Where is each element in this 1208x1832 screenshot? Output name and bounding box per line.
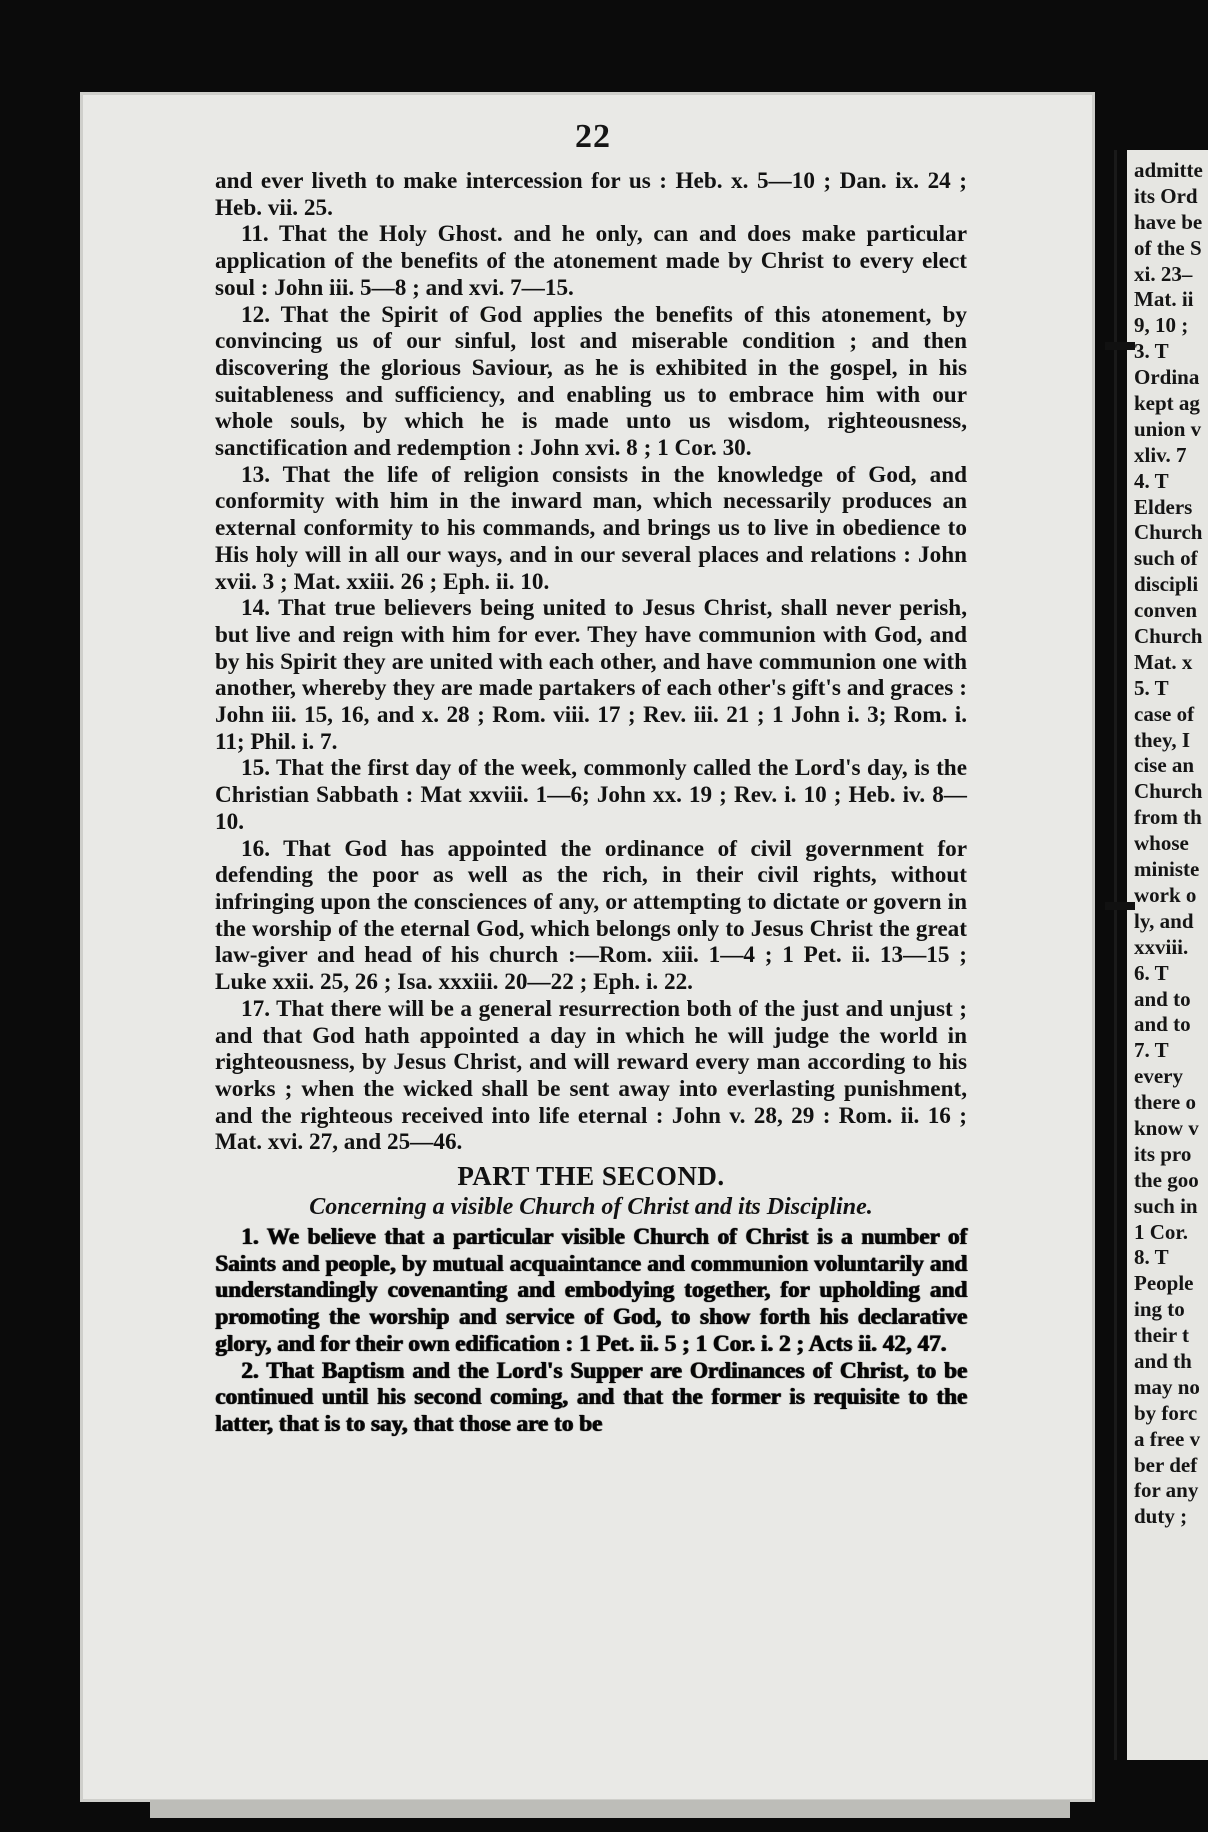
page-tab-mark bbox=[1105, 902, 1135, 910]
facing-page-line: discipli bbox=[1134, 572, 1199, 597]
facing-page-line: every bbox=[1134, 1064, 1183, 1089]
facing-page-line: there o bbox=[1134, 1090, 1197, 1115]
facing-page-line: 3. T bbox=[1134, 339, 1169, 364]
facing-page-line: 4. T bbox=[1134, 468, 1169, 493]
facing-page-line: ministe bbox=[1134, 857, 1200, 882]
section-paragraph-2: 2. That Baptism and the Lord's Supper are Ordinances of Christ, to be continued until his second coming, and that the former is requisite to the latter, that is to say, that those are to be bbox=[215, 1357, 967, 1437]
facing-page-line: a free v bbox=[1134, 1426, 1201, 1451]
facing-page-line: admitte bbox=[1134, 158, 1203, 182]
paragraph-14: 14. That true believers being united to Jesus Christ, shall never perish, but live and reign with him for ever. They have communion with God, and by his Spirit they are united with each other, and have communion one with another, whereby they are made partakers of each other's gift's and graces : John iii. 15, 16, and x. 28 ; Rom. viii. 17 ; Rev. iii. 21 ; 1 John i. 3; Rom. i. 11; Phil. i. 7. bbox=[215, 595, 967, 755]
paragraph-17: 17. That there will be a general resurrection both of the just and unjust ; and that God hath appointed a day in which he will judge the world in righteousness, by Jesus Christ, and will reward every man according to his works ; when the wicked shall be sent away into everlasting punishment, and the righteous received into life eternal : John v. 28, 29 : Rom. ii. 16 ; Mat. xvi. 27, and 25—46. bbox=[215, 995, 967, 1156]
facing-page-line: People bbox=[1134, 1271, 1194, 1296]
facing-page-line: whose bbox=[1134, 831, 1189, 856]
facing-page-line: such in bbox=[1134, 1193, 1198, 1218]
page-gutter-line bbox=[1114, 150, 1117, 1760]
section-subtitle: Concerning a visible Church of Christ and its Discipline. bbox=[309, 1194, 873, 1221]
facing-page-line: know v bbox=[1134, 1115, 1199, 1140]
facing-page-line: ing to bbox=[1134, 1297, 1185, 1322]
facing-page-line: Mat. ii bbox=[1134, 287, 1194, 312]
page-edge-shadow bbox=[150, 1800, 1070, 1818]
facing-page-line: conven bbox=[1134, 598, 1197, 623]
facing-page-line: work o bbox=[1134, 882, 1197, 907]
facing-page-line: may no bbox=[1134, 1374, 1200, 1399]
facing-page-line: Elders bbox=[1134, 494, 1193, 519]
facing-page-line: xliv. 7 bbox=[1134, 442, 1187, 467]
facing-page-line: Ordina bbox=[1134, 365, 1200, 390]
paragraph-continuation: and ever liveth to make intercession for us : Heb. x. 5—10 ; Dan. ix. 24 ; Heb. vii. 25. bbox=[215, 168, 967, 221]
facing-page-line: Church bbox=[1134, 624, 1203, 649]
facing-page-line: union v bbox=[1134, 416, 1202, 441]
facing-page-line: its pro bbox=[1134, 1141, 1192, 1166]
facing-page-line: from th bbox=[1134, 805, 1202, 830]
facing-page-line: xxviii. bbox=[1134, 934, 1189, 959]
page-number: 22 bbox=[575, 118, 611, 155]
facing-page-line: its Ord bbox=[1134, 183, 1198, 208]
facing-page-line: ly, and bbox=[1134, 908, 1194, 933]
facing-page-line: the goo bbox=[1134, 1167, 1199, 1192]
facing-page-line: Church bbox=[1134, 779, 1203, 804]
facing-page-line: and to bbox=[1134, 986, 1191, 1011]
main-text-column bbox=[215, 168, 967, 1438]
facing-page-line: 9, 10 ; bbox=[1134, 313, 1189, 338]
facing-page-line: by forc bbox=[1134, 1400, 1198, 1425]
facing-page-line: Mat. x bbox=[1134, 649, 1193, 674]
facing-page-line: case of bbox=[1134, 701, 1195, 726]
facing-page-line: for any bbox=[1134, 1478, 1199, 1503]
facing-page-line: 7. T bbox=[1134, 1038, 1169, 1063]
facing-page-line: and th bbox=[1134, 1348, 1192, 1373]
facing-page-line: kept ag bbox=[1134, 391, 1200, 416]
facing-page-line: xi. 23– bbox=[1134, 261, 1193, 286]
facing-page-line: 5. T bbox=[1134, 675, 1169, 700]
facing-page-line: 8. T bbox=[1134, 1245, 1169, 1270]
section-title: PART THE SECOND. bbox=[457, 1161, 725, 1192]
paragraph-16: 16. That God has appointed the ordinance of civil government for defending the poor as well as the rich, in their civil rights, without infringing upon the consciences of any, or attempting to dictate or govern in the worship of the eternal God, which belongs only to Jesus Christ the great law-giver and head of his church :—Rom. xiii. 1—4 ; 1 Pet. ii. 13—15 ; Luke xxii. 25, 26 ; Isa. xxxiii. 20—22 ; Eph. i. 22. bbox=[215, 835, 967, 996]
facing-page-line: their t bbox=[1134, 1323, 1190, 1348]
facing-page-line: ber def bbox=[1134, 1452, 1198, 1477]
facing-page-line: they, I bbox=[1134, 727, 1191, 752]
facing-page-line: of the S bbox=[1134, 235, 1202, 260]
facing-page-text bbox=[1134, 158, 1208, 1530]
paragraph-11: 11. That the Holy Ghost. and he only, can and does make particular application of the benefits of the atonement made by Christ to every elect soul : John iii. 5—8 ; and xvi. 7—15. bbox=[215, 221, 967, 301]
facing-page-line: such of bbox=[1134, 546, 1198, 571]
paragraph-15: 15. That the first day of the week, commonly called the Lord's day, is the Christian Sabbath : Mat xxviii. 1—6; John xx. 19 ; Rev. i. 10 ; Heb. iv. 8—10. bbox=[215, 755, 967, 835]
paragraph-13: 13. That the life of religion consists in the knowledge of God, and conformity with him in the inward man, which necessarily produces an external conformity to his commands, and brings us to live in obedience to His holy will in all our ways, and in our several places and relations : John xvii. 3 ; Mat. xxiii. 26 ; Eph. ii. 10. bbox=[215, 461, 967, 595]
section-paragraph-1: 1. We believe that a particular visible Church of Christ is a number of Saints and people, by mutual acquaintance and communion voluntarily and understandingly covenanting and embodying together, for upholding and promoting the worship and service of God, to show forth his declarative glory, and for their own edification : 1 Pet. ii. 5 ; 1 Cor. i. 2 ; Acts ii. 42, 47. bbox=[215, 1224, 967, 1357]
paragraph-12: 12. That the Spirit of God applies the benefits of this atonement, by convincing us of our sinful, lost and miserable condition ; and then discovering the glorious Saviour, as he is exhibited in the gospel, in his suitableness and sufficiency, and enabling us to embrace him with our whole souls, by which he is made unto us wisdom, righteousness, sanctification and redemption : John xvi. 8 ; 1 Cor. 30. bbox=[215, 301, 967, 462]
page-tab-mark bbox=[1105, 342, 1135, 350]
facing-page-line: Church bbox=[1134, 520, 1203, 545]
facing-page-line: have be bbox=[1134, 209, 1203, 234]
facing-page-line: cise an bbox=[1134, 753, 1195, 778]
facing-page-line: 6. T bbox=[1134, 960, 1169, 985]
facing-page-line: 1 Cor. bbox=[1134, 1219, 1189, 1244]
facing-page-line: and to bbox=[1134, 1012, 1191, 1037]
facing-page-line: duty ; bbox=[1134, 1504, 1188, 1529]
